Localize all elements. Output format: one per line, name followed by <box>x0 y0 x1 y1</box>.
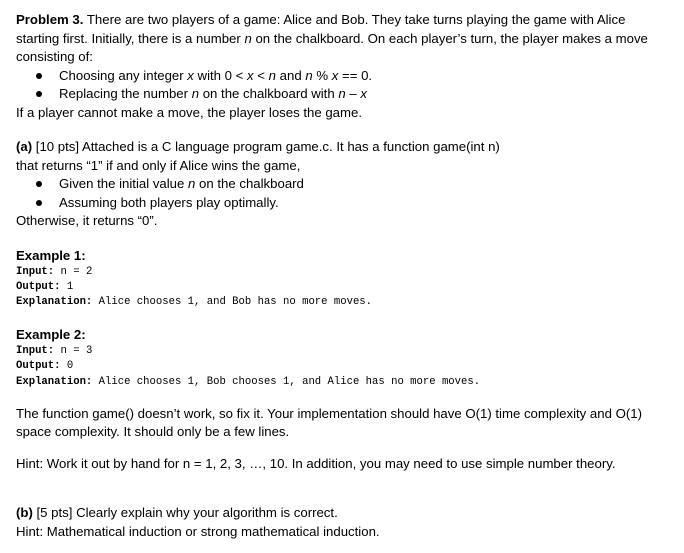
output-label: Output: <box>16 360 61 373</box>
hint-part-b: Hint: Mathematical induction or strong mathematical induction. <box>16 523 380 539</box>
part-a-otherwise: Otherwise, it returns “0”. <box>16 213 158 228</box>
rule-bullet-replace <box>16 85 676 104</box>
example-2 <box>16 326 676 390</box>
example-explanation <box>16 295 676 310</box>
rule-text: % <box>312 67 332 83</box>
fix-instruction-line-2: space complexity. It should only be a few lines. <box>16 424 290 440</box>
input-label: Input: <box>16 266 55 278</box>
part-a-text: [10 pts] Attached is a C language program game.c. It has a function game(int n) <box>32 139 500 154</box>
example-title: Example 1: <box>16 247 86 263</box>
output-label: Output: <box>16 281 61 294</box>
example-1 <box>16 247 676 311</box>
explanation-value: Alice chooses 1, and Bob has no more moves. <box>92 296 373 309</box>
output-value: 0 <box>60 360 74 373</box>
part-a-line-2: that returns “1” if and only if Alice wins the game, <box>16 157 301 173</box>
fix-instruction-line-1: The function game() doesn’t work, so fix it. Your implementation should have O(1) time complexity and O(1) <box>16 405 642 421</box>
example-output <box>16 359 676 374</box>
rule-text: – <box>345 86 361 101</box>
input-value: n = 2 <box>54 266 93 278</box>
rule-text: Replacing the number <box>59 86 192 101</box>
part-b-line-1 <box>16 504 676 523</box>
problem-intro-line-3: consisting of: <box>16 49 93 64</box>
part-b-label: (b) <box>16 505 33 521</box>
problem-document <box>16 11 676 541</box>
part-a-bullet-given <box>16 175 676 194</box>
intro-text-2b: on the chalkboard. On each player’s turn, the player makes a move <box>251 30 648 46</box>
var-x: x <box>187 67 194 83</box>
var-n: n <box>338 86 346 101</box>
example-input <box>16 344 676 359</box>
part-a-label: (a) <box>16 139 33 154</box>
var-n: n <box>191 86 200 101</box>
problem-intro-line-1 <box>16 11 676 30</box>
rule-text: and <box>276 67 306 83</box>
rule-text: Choosing any integer <box>59 67 188 83</box>
var-x: x <box>247 67 254 83</box>
intro-text-1: There are two players of a game: Alice and Bob. They take turns playing the game with Alice <box>86 12 626 27</box>
explanation-value: Alice chooses 1, Bob chooses 1, and Alice has no more moves. <box>92 375 481 388</box>
example-explanation <box>16 375 676 390</box>
part-a-bullet-text: Given the initial value <box>59 176 189 191</box>
example-output <box>16 280 676 295</box>
input-label: Input: <box>16 345 55 358</box>
rule-text: with 0 < <box>193 67 248 83</box>
hint-part-a: Hint: Work it out by hand for n = 1, 2, 3, …, 10. In addition, you may need to use simple number theory. <box>16 455 616 471</box>
explanation-label: Explanation: <box>16 375 93 388</box>
rule-bullet-choose <box>16 67 676 86</box>
explanation-label: Explanation: <box>16 296 93 309</box>
example-input <box>16 265 676 280</box>
lose-condition: If a player cannot make a move, the player loses the game. <box>16 104 362 120</box>
problem-heading: Problem 3. <box>16 12 84 27</box>
var-n: n <box>188 176 196 191</box>
part-a-line-1 <box>16 138 676 157</box>
part-a-bullet-optimal: Assuming both players play optimally. <box>16 194 676 213</box>
problem-intro-line-2 <box>16 30 676 49</box>
rule-text: on the chalkboard with <box>199 86 339 101</box>
var-n: n <box>305 67 313 83</box>
intro-text-2a: starting first. Initially, there is a number <box>16 30 245 46</box>
var-x: x <box>331 67 339 83</box>
var-n: n <box>268 67 277 83</box>
example-title: Example 2: <box>16 326 86 342</box>
var-x: x <box>360 86 367 101</box>
part-a-bullet-text: on the chalkboard <box>195 176 304 191</box>
rule-text: == 0. <box>338 67 373 83</box>
rule-text: < <box>253 67 269 83</box>
output-value: 1 <box>60 281 74 294</box>
input-value: n = 3 <box>54 345 93 358</box>
part-b-text: [5 pts] Clearly explain why your algorithm is correct. <box>32 505 338 521</box>
var-n: n <box>244 30 252 46</box>
